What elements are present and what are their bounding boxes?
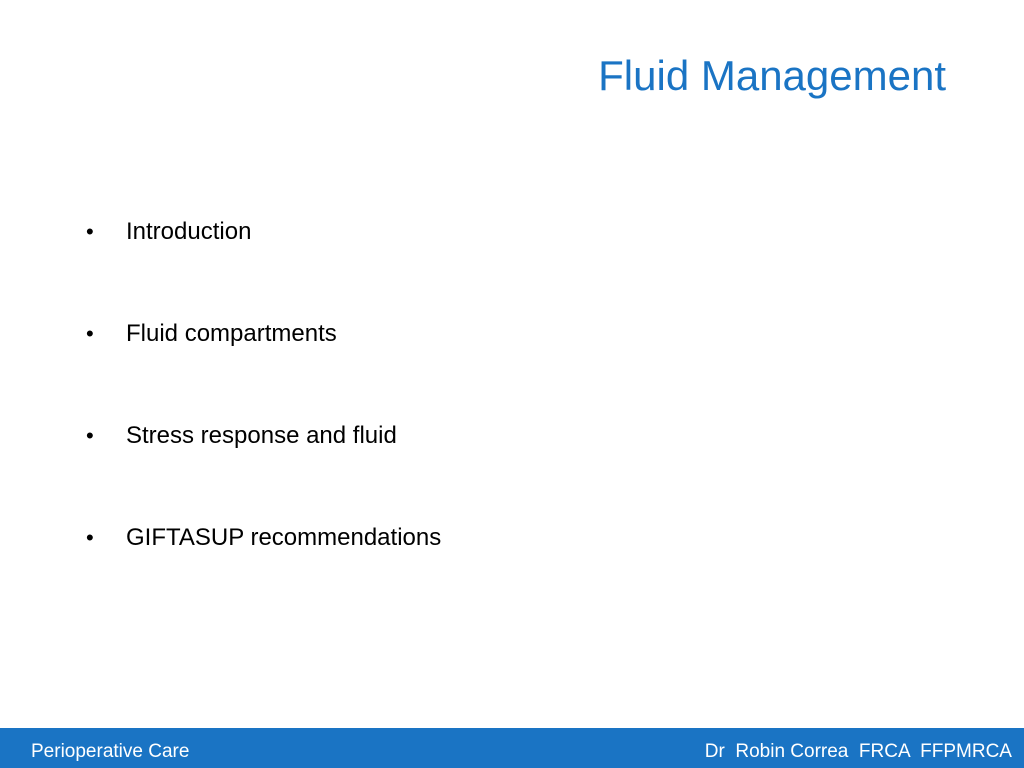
footer-course-title: Perioperative Care — [31, 741, 190, 762]
footer-bar — [0, 728, 1024, 768]
bullet-text: Introduction — [126, 218, 252, 245]
bullet-item — [86, 422, 441, 524]
bullet-text: GIFTASUP recommendations — [126, 524, 442, 551]
bullet-text: Fluid compartments — [126, 320, 337, 347]
bullet-icon: • — [86, 525, 94, 550]
bullet-item — [86, 320, 441, 422]
bullet-list — [86, 218, 441, 626]
bullet-item — [86, 218, 441, 320]
bullet-icon: • — [86, 423, 94, 448]
bullet-icon: • — [86, 321, 94, 346]
footer-author: Dr Robin Correa FRCA FFPMRCA — [704, 741, 1012, 762]
bullet-item — [86, 524, 441, 626]
bullet-text: Stress response and fluid — [126, 422, 397, 449]
slide-title: Fluid Management — [598, 52, 946, 99]
bullet-icon: • — [86, 219, 94, 244]
